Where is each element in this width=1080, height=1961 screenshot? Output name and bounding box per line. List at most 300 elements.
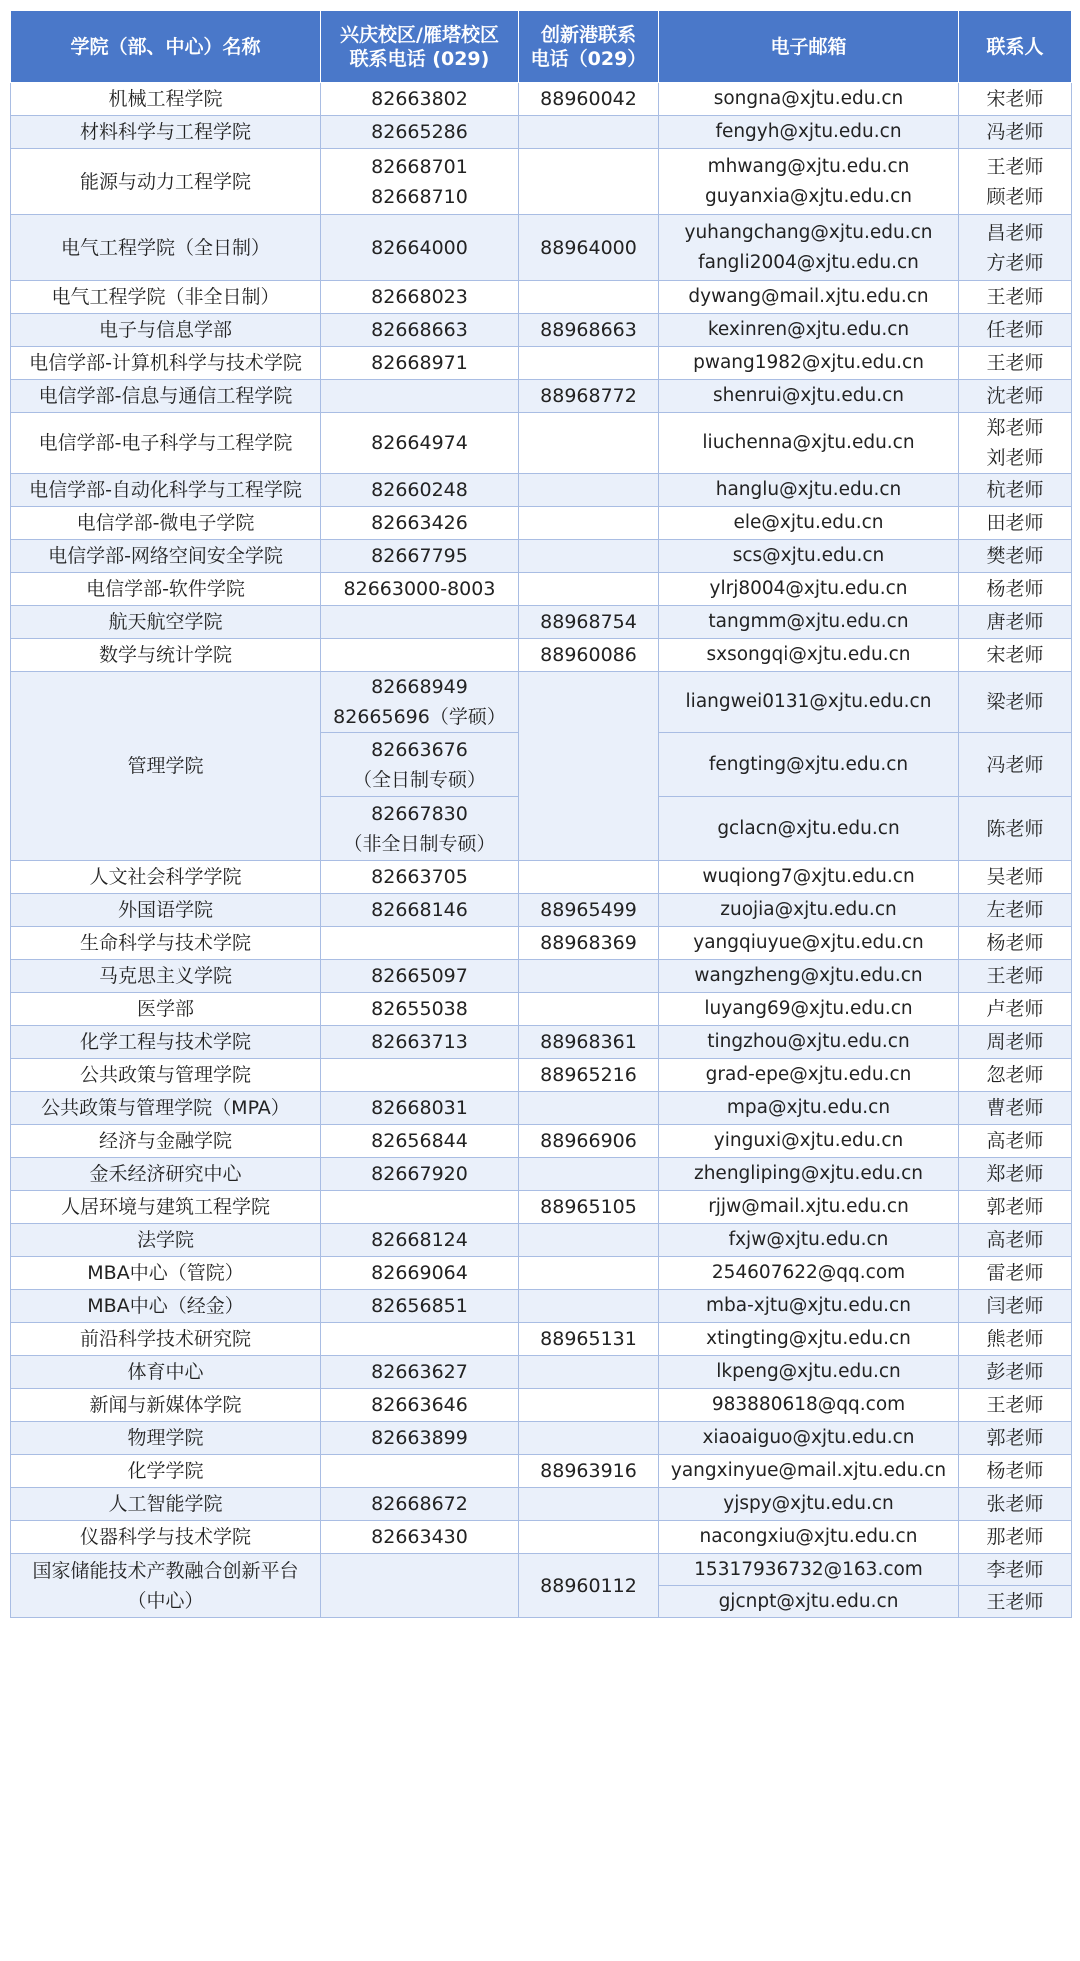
xq-phone-cell bbox=[321, 1356, 519, 1389]
xq-phone-cell bbox=[321, 347, 519, 380]
contact-line: 刘老师 bbox=[986, 447, 1044, 469]
email-cell[interactable] bbox=[659, 1125, 959, 1158]
cx-phone-cell bbox=[519, 507, 659, 540]
xq-phone-line: 82668124 bbox=[371, 1229, 468, 1251]
contact-cell bbox=[959, 380, 1072, 413]
email-cell[interactable] bbox=[659, 927, 959, 960]
email-line: fengting@xjtu.edu.cn bbox=[708, 753, 909, 775]
email-line: yuhangchang@xjtu.edu.cn bbox=[684, 221, 933, 243]
email-cell[interactable] bbox=[659, 507, 959, 540]
contact-cell bbox=[959, 1092, 1072, 1125]
contact-line: 冯老师 bbox=[986, 121, 1044, 143]
xq-phone-line: 82656851 bbox=[371, 1295, 468, 1317]
cx-phone-cell bbox=[519, 1257, 659, 1290]
college-name-cell: 能源与动力工程学院 bbox=[11, 149, 321, 215]
contact-line: 冯老师 bbox=[986, 753, 1044, 776]
contact-line: 周老师 bbox=[986, 1031, 1044, 1053]
contact-cell bbox=[959, 1554, 1072, 1586]
contact-line: 王老师 bbox=[986, 352, 1044, 374]
xq-phone-cell bbox=[321, 733, 519, 797]
cx-phone-cell: 88960086 bbox=[519, 639, 659, 672]
table-row bbox=[11, 1323, 1072, 1356]
table-row bbox=[11, 1158, 1072, 1191]
email-line: tingzhou@xjtu.edu.cn bbox=[707, 1031, 910, 1052]
contact-cell bbox=[959, 1488, 1072, 1521]
contact-cell bbox=[959, 672, 1072, 733]
contact-cell bbox=[959, 1323, 1072, 1356]
college-name-cell: 新闻与新媒体学院 bbox=[11, 1389, 321, 1422]
email-cell[interactable] bbox=[659, 1290, 959, 1323]
college-name-cell: 电信学部-信息与通信工程学院 bbox=[11, 380, 321, 413]
xq-phone-line: （全日制专硕） bbox=[352, 768, 486, 791]
contact-line: 郑老师 bbox=[986, 417, 1044, 439]
cx-phone-cell: 88968772 bbox=[519, 380, 659, 413]
contact-cell bbox=[959, 639, 1072, 672]
xq-phone-cell bbox=[321, 215, 519, 281]
xq-phone-line: 82668701 bbox=[371, 155, 468, 178]
contact-cell bbox=[959, 1026, 1072, 1059]
contact-line: 王老师 bbox=[986, 965, 1044, 987]
xq-phone-cell bbox=[321, 1521, 519, 1554]
xq-phone-cell bbox=[321, 993, 519, 1026]
email-line: gjcnpt@xjtu.edu.cn bbox=[718, 1590, 899, 1612]
xq-phone-cell bbox=[321, 606, 519, 639]
xq-phone-line: 82663802 bbox=[371, 88, 468, 110]
xq-phone-cell bbox=[321, 314, 519, 347]
email-cell[interactable] bbox=[659, 733, 959, 797]
email-cell[interactable] bbox=[659, 347, 959, 380]
email-cell[interactable] bbox=[659, 606, 959, 639]
college-name-cell: 体育中心 bbox=[11, 1356, 321, 1389]
contact-line: 昌老师 bbox=[986, 221, 1044, 244]
table-row bbox=[11, 894, 1072, 927]
contact-cell bbox=[959, 314, 1072, 347]
contact-table-container bbox=[10, 10, 1071, 1618]
contact-line: 张老师 bbox=[986, 1493, 1044, 1515]
contact-line: 王老师 bbox=[986, 1590, 1044, 1613]
cx-phone-cell bbox=[519, 1356, 659, 1389]
college-name-cell: 金禾经济研究中心 bbox=[11, 1158, 321, 1191]
contact-line: 宋老师 bbox=[986, 88, 1044, 110]
cx-phone-cell bbox=[519, 347, 659, 380]
xq-phone-line: 82663705 bbox=[371, 866, 468, 888]
cx-phone-cell bbox=[519, 1092, 659, 1125]
contact-cell bbox=[959, 1356, 1072, 1389]
contact-line: 宋老师 bbox=[986, 644, 1044, 666]
email-line: zhengliping@xjtu.edu.cn bbox=[694, 1163, 923, 1184]
table-row bbox=[11, 347, 1072, 380]
email-cell[interactable] bbox=[659, 1026, 959, 1059]
xq-phone-line: 82664974 bbox=[371, 432, 468, 454]
contact-line: 李老师 bbox=[986, 1558, 1044, 1581]
email-line: tangmm@xjtu.edu.cn bbox=[708, 611, 909, 632]
table-row bbox=[11, 861, 1072, 894]
cx-phone-cell: 88963916 bbox=[519, 1455, 659, 1488]
email-cell[interactable] bbox=[659, 1356, 959, 1389]
email-cell[interactable] bbox=[659, 573, 959, 606]
cx-phone-cell bbox=[519, 573, 659, 606]
xq-phone-line: 82663646 bbox=[371, 1394, 468, 1416]
email-cell[interactable] bbox=[659, 1455, 959, 1488]
xq-phone-line: 82656844 bbox=[371, 1130, 468, 1152]
header-row bbox=[11, 11, 1072, 83]
college-name-cell: MBA中心（管院） bbox=[11, 1257, 321, 1290]
xq-phone-cell bbox=[321, 1026, 519, 1059]
cx-phone-cell bbox=[519, 1521, 659, 1554]
xq-phone-cell bbox=[321, 894, 519, 927]
college-name-cell: 电子与信息学部 bbox=[11, 314, 321, 347]
xq-phone-line: 82665696（学硕） bbox=[333, 706, 506, 728]
email-cell[interactable] bbox=[659, 413, 959, 474]
email-cell[interactable] bbox=[659, 149, 959, 215]
college-name-cell: 管理学院 bbox=[11, 672, 321, 861]
xq-phone-line: 82668949 bbox=[371, 676, 468, 698]
email-line: luyang69@xjtu.edu.cn bbox=[704, 998, 913, 1019]
email-cell[interactable] bbox=[659, 1224, 959, 1257]
header-contact: 联系人 bbox=[959, 11, 1072, 83]
xq-phone-line: 82669064 bbox=[371, 1262, 468, 1284]
email-cell[interactable] bbox=[659, 540, 959, 573]
email-cell[interactable] bbox=[659, 1257, 959, 1290]
cx-phone-cell bbox=[519, 474, 659, 507]
xq-phone-line: 82663627 bbox=[371, 1361, 468, 1383]
table-row bbox=[11, 413, 1072, 474]
email-cell[interactable] bbox=[659, 1554, 959, 1586]
college-name-cell: 电信学部-计算机科学与技术学院 bbox=[11, 347, 321, 380]
email-cell[interactable] bbox=[659, 1586, 959, 1618]
college-name-cell: 材料科学与工程学院 bbox=[11, 116, 321, 149]
email-line: xtingting@xjtu.edu.cn bbox=[706, 1328, 911, 1349]
college-name-cell: 化学工程与技术学院 bbox=[11, 1026, 321, 1059]
college-name-cell: 物理学院 bbox=[11, 1422, 321, 1455]
contact-table bbox=[10, 10, 1072, 1618]
college-name-cell: 马克思主义学院 bbox=[11, 960, 321, 993]
contact-cell bbox=[959, 1586, 1072, 1618]
table-row bbox=[11, 380, 1072, 413]
contact-line: 忽老师 bbox=[986, 1064, 1044, 1086]
email-cell[interactable] bbox=[659, 215, 959, 281]
college-name-cell: 电信学部-网络空间安全学院 bbox=[11, 540, 321, 573]
email-line: shenrui@xjtu.edu.cn bbox=[712, 385, 905, 406]
contact-line: 任老师 bbox=[986, 319, 1044, 341]
email-cell[interactable] bbox=[659, 116, 959, 149]
email-cell[interactable] bbox=[659, 281, 959, 314]
email-cell[interactable] bbox=[659, 672, 959, 733]
xq-phone-cell bbox=[321, 1224, 519, 1257]
xq-phone-cell bbox=[321, 1290, 519, 1323]
xq-phone-line: 82665097 bbox=[371, 965, 468, 987]
xq-phone-line: 82663676 bbox=[371, 738, 468, 761]
cx-phone-cell bbox=[519, 540, 659, 573]
email-line: songna@xjtu.edu.cn bbox=[713, 88, 904, 109]
contact-line: 熊老师 bbox=[986, 1328, 1044, 1350]
email-line: zuojia@xjtu.edu.cn bbox=[720, 899, 897, 920]
xq-phone-line: 82663000-8003 bbox=[343, 578, 496, 600]
xq-phone-line: 82668971 bbox=[371, 352, 468, 374]
xq-phone-cell bbox=[321, 1323, 519, 1356]
cx-phone-cell: 88964000 bbox=[519, 215, 659, 281]
cx-phone-cell: 88966906 bbox=[519, 1125, 659, 1158]
email-line: 983880618@qq.com bbox=[711, 1394, 906, 1415]
email-cell[interactable] bbox=[659, 83, 959, 116]
contact-line: 那老师 bbox=[986, 1526, 1044, 1548]
xq-phone-cell bbox=[321, 149, 519, 215]
email-cell[interactable] bbox=[659, 1323, 959, 1356]
xq-phone-line: 82668663 bbox=[371, 319, 468, 341]
email-cell[interactable] bbox=[659, 1092, 959, 1125]
cx-phone-cell: 88968754 bbox=[519, 606, 659, 639]
xq-phone-line: 82668031 bbox=[371, 1097, 468, 1119]
table-row bbox=[11, 1554, 1072, 1586]
contact-line: 杨老师 bbox=[986, 1460, 1044, 1482]
email-cell[interactable] bbox=[659, 380, 959, 413]
college-name-cell: 生命科学与技术学院 bbox=[11, 927, 321, 960]
table-row bbox=[11, 639, 1072, 672]
contact-line: 郭老师 bbox=[986, 1427, 1044, 1449]
contact-line: 田老师 bbox=[986, 512, 1044, 534]
xq-phone-cell bbox=[321, 474, 519, 507]
cx-phone-cell bbox=[519, 672, 659, 861]
contact-line: 左老师 bbox=[986, 899, 1044, 921]
email-line: yangxinyue@mail.xjtu.edu.cn bbox=[670, 1460, 947, 1481]
table-row bbox=[11, 672, 1072, 733]
email-line: xiaoaiguo@xjtu.edu.cn bbox=[702, 1427, 915, 1448]
cx-phone-cell: 88965131 bbox=[519, 1323, 659, 1356]
xq-phone-cell bbox=[321, 927, 519, 960]
table-row bbox=[11, 1191, 1072, 1224]
table-row bbox=[11, 993, 1072, 1026]
contact-cell bbox=[959, 1422, 1072, 1455]
table-row bbox=[11, 1422, 1072, 1455]
table-row bbox=[11, 1455, 1072, 1488]
xq-phone-cell bbox=[321, 1422, 519, 1455]
college-name-cell: 人居环境与建筑工程学院 bbox=[11, 1191, 321, 1224]
email-cell[interactable] bbox=[659, 1389, 959, 1422]
xq-phone-cell bbox=[321, 573, 519, 606]
email-cell[interactable] bbox=[659, 894, 959, 927]
email-line: sxsongqi@xjtu.edu.cn bbox=[706, 644, 911, 665]
cx-phone-cell bbox=[519, 149, 659, 215]
xq-phone-cell bbox=[321, 1092, 519, 1125]
cx-phone-cell: 88968361 bbox=[519, 1026, 659, 1059]
xq-phone-cell bbox=[321, 540, 519, 573]
contact-line: 方老师 bbox=[986, 251, 1044, 274]
college-name-cell bbox=[11, 1554, 321, 1618]
email-line: mpa@xjtu.edu.cn bbox=[726, 1097, 891, 1118]
xq-phone-line: 82663899 bbox=[371, 1427, 468, 1449]
xq-phone-line: 82667920 bbox=[371, 1163, 468, 1185]
header-xq-line1: 兴庆校区/雁塔校区 bbox=[340, 23, 499, 46]
xq-phone-cell bbox=[321, 1125, 519, 1158]
cx-phone-cell bbox=[519, 1488, 659, 1521]
contact-line: 曹老师 bbox=[986, 1097, 1044, 1119]
contact-line: 沈老师 bbox=[986, 385, 1044, 407]
xq-phone-cell bbox=[321, 1455, 519, 1488]
xq-phone-cell bbox=[321, 83, 519, 116]
email-line: ylrj8004@xjtu.edu.cn bbox=[709, 578, 908, 599]
xq-phone-cell bbox=[321, 861, 519, 894]
xq-phone-line: 82668023 bbox=[371, 286, 468, 308]
cx-phone-cell: 88965105 bbox=[519, 1191, 659, 1224]
cx-phone-cell: 88960112 bbox=[519, 1554, 659, 1618]
cx-phone-cell bbox=[519, 413, 659, 474]
xq-phone-line: 82664000 bbox=[371, 236, 468, 259]
email-cell[interactable] bbox=[659, 1422, 959, 1455]
college-name-cell: 外国语学院 bbox=[11, 894, 321, 927]
email-cell[interactable] bbox=[659, 314, 959, 347]
contact-cell bbox=[959, 1290, 1072, 1323]
email-cell[interactable] bbox=[659, 960, 959, 993]
xq-phone-line: 82663430 bbox=[371, 1526, 468, 1548]
cx-phone-cell bbox=[519, 1389, 659, 1422]
xq-phone-cell bbox=[321, 1191, 519, 1224]
xq-phone-cell bbox=[321, 672, 519, 733]
contact-cell bbox=[959, 413, 1072, 474]
header-xq-line2: 联系电话 (029) bbox=[349, 47, 490, 70]
contact-cell bbox=[959, 1389, 1072, 1422]
contact-line: 吴老师 bbox=[986, 866, 1044, 888]
cx-phone-cell bbox=[519, 1290, 659, 1323]
cx-phone-cell bbox=[519, 116, 659, 149]
contact-line: 杨老师 bbox=[986, 578, 1044, 600]
contact-cell bbox=[959, 474, 1072, 507]
table-row bbox=[11, 1257, 1072, 1290]
college-name-cell: 公共政策与管理学院（MPA） bbox=[11, 1092, 321, 1125]
xq-phone-cell bbox=[321, 1488, 519, 1521]
contact-line: 王老师 bbox=[986, 1394, 1044, 1416]
email-line: grad-epe@xjtu.edu.cn bbox=[705, 1064, 912, 1085]
contact-line: 郑老师 bbox=[986, 1163, 1044, 1185]
header-cx-phone bbox=[519, 11, 659, 83]
table-row bbox=[11, 1125, 1072, 1158]
contact-line: 闫老师 bbox=[986, 1295, 1044, 1317]
email-line: nacongxiu@xjtu.edu.cn bbox=[699, 1526, 918, 1547]
email-line: hanglu@xjtu.edu.cn bbox=[715, 479, 902, 500]
college-name-cell: 经济与金融学院 bbox=[11, 1125, 321, 1158]
email-cell[interactable] bbox=[659, 993, 959, 1026]
contact-cell bbox=[959, 83, 1072, 116]
contact-cell bbox=[959, 993, 1072, 1026]
xq-phone-line: 82668146 bbox=[371, 899, 468, 921]
email-line: wuqiong7@xjtu.edu.cn bbox=[702, 866, 915, 887]
cx-phone-cell bbox=[519, 1158, 659, 1191]
college-name-cell: 数学与统计学院 bbox=[11, 639, 321, 672]
xq-phone-line: 82665286 bbox=[371, 121, 468, 143]
xq-phone-cell bbox=[321, 281, 519, 314]
contact-line: 杭老师 bbox=[986, 479, 1044, 501]
email-line: yangqiuyue@xjtu.edu.cn bbox=[693, 932, 924, 953]
xq-phone-line: 82663426 bbox=[371, 512, 468, 534]
table-body bbox=[11, 83, 1072, 1618]
cx-phone-cell: 88965216 bbox=[519, 1059, 659, 1092]
email-line: gclacn@xjtu.edu.cn bbox=[717, 817, 900, 839]
contact-cell bbox=[959, 927, 1072, 960]
email-line: 254607622@qq.com bbox=[711, 1262, 906, 1283]
contact-cell bbox=[959, 540, 1072, 573]
table-row bbox=[11, 1026, 1072, 1059]
cx-phone-cell bbox=[519, 960, 659, 993]
email-line: mba-xjtu@xjtu.edu.cn bbox=[706, 1295, 911, 1316]
xq-phone-line: 82668710 bbox=[371, 185, 468, 208]
xq-phone-cell bbox=[321, 507, 519, 540]
contact-cell bbox=[959, 1455, 1072, 1488]
xq-phone-cell bbox=[321, 1389, 519, 1422]
email-cell[interactable] bbox=[659, 1488, 959, 1521]
email-line: guyanxia@xjtu.edu.cn bbox=[705, 185, 912, 207]
table-row bbox=[11, 83, 1072, 116]
xq-phone-line: 82667795 bbox=[371, 545, 468, 567]
xq-phone-line: 82655038 bbox=[371, 998, 468, 1020]
college-name-cell: 电信学部-微电子学院 bbox=[11, 507, 321, 540]
college-name-cell: 电气工程学院（全日制） bbox=[11, 215, 321, 281]
contact-line: 梁老师 bbox=[986, 691, 1044, 713]
table-row bbox=[11, 1092, 1072, 1125]
table-row bbox=[11, 281, 1072, 314]
contact-cell bbox=[959, 960, 1072, 993]
email-line: lkpeng@xjtu.edu.cn bbox=[716, 1361, 901, 1382]
table-row bbox=[11, 474, 1072, 507]
contact-cell bbox=[959, 1059, 1072, 1092]
contact-cell bbox=[959, 1158, 1072, 1191]
contact-line: 陈老师 bbox=[986, 817, 1044, 840]
contact-cell bbox=[959, 606, 1072, 639]
email-line: liangwei0131@xjtu.edu.cn bbox=[685, 691, 932, 712]
email-cell[interactable] bbox=[659, 1191, 959, 1224]
table-row bbox=[11, 960, 1072, 993]
cx-phone-cell: 88968663 bbox=[519, 314, 659, 347]
email-cell[interactable] bbox=[659, 474, 959, 507]
contact-line: 顾老师 bbox=[986, 185, 1044, 208]
xq-phone-line: 82663713 bbox=[371, 1031, 468, 1053]
email-cell[interactable] bbox=[659, 1059, 959, 1092]
college-name-cell: 电信学部-电子科学与工程学院 bbox=[11, 413, 321, 474]
college-name-cell: 人文社会科学学院 bbox=[11, 861, 321, 894]
contact-line: 高老师 bbox=[986, 1229, 1044, 1251]
contact-line: 王老师 bbox=[986, 155, 1044, 178]
cx-phone-cell: 88965499 bbox=[519, 894, 659, 927]
header-name: 学院（部、中心）名称 bbox=[11, 11, 321, 83]
email-cell[interactable] bbox=[659, 1158, 959, 1191]
table-row bbox=[11, 1290, 1072, 1323]
email-cell[interactable] bbox=[659, 1521, 959, 1554]
table-row bbox=[11, 1224, 1072, 1257]
email-line: pwang1982@xjtu.edu.cn bbox=[693, 352, 924, 373]
xq-phone-cell bbox=[321, 639, 519, 672]
email-line: fangli2004@xjtu.edu.cn bbox=[698, 251, 919, 273]
email-cell[interactable] bbox=[659, 861, 959, 894]
contact-cell bbox=[959, 116, 1072, 149]
table-row bbox=[11, 927, 1072, 960]
contact-cell bbox=[959, 733, 1072, 797]
email-cell[interactable] bbox=[659, 797, 959, 861]
email-line: mhwang@xjtu.edu.cn bbox=[707, 155, 910, 177]
email-line: fxjw@xjtu.edu.cn bbox=[728, 1229, 889, 1250]
contact-cell bbox=[959, 347, 1072, 380]
xq-phone-line: 82660248 bbox=[371, 479, 468, 501]
xq-phone-cell bbox=[321, 1158, 519, 1191]
email-line: 15317936732@163.com bbox=[694, 1558, 923, 1580]
cx-phone-cell bbox=[519, 993, 659, 1026]
email-cell[interactable] bbox=[659, 639, 959, 672]
college-name-cell: 电气工程学院（非全日制） bbox=[11, 281, 321, 314]
college-name-cell: 前沿科学技术研究院 bbox=[11, 1323, 321, 1356]
table-row bbox=[11, 507, 1072, 540]
xq-phone-cell bbox=[321, 1554, 519, 1618]
email-line: kexinren@xjtu.edu.cn bbox=[707, 319, 910, 340]
cx-phone-cell bbox=[519, 861, 659, 894]
email-line: wangzheng@xjtu.edu.cn bbox=[694, 965, 923, 986]
contact-cell bbox=[959, 1125, 1072, 1158]
